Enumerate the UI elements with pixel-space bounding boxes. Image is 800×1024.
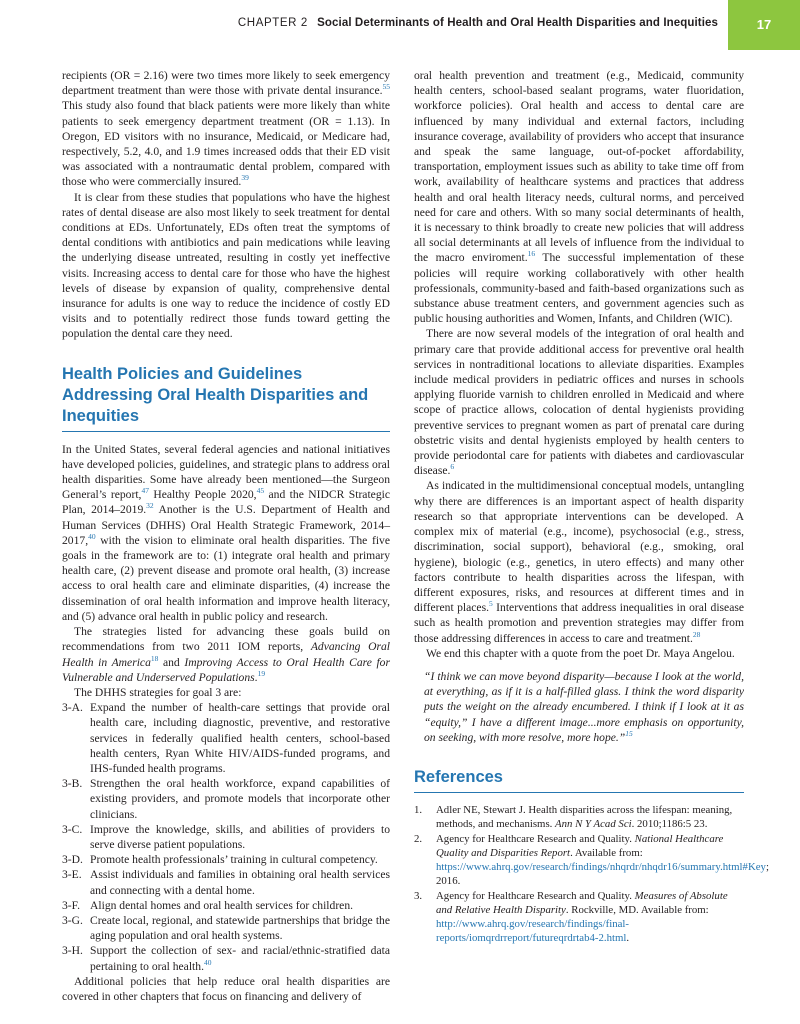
citation[interactable]: 47 xyxy=(141,486,149,496)
citation[interactable]: 15 xyxy=(625,728,633,738)
citation[interactable]: 40 xyxy=(203,957,212,967)
list-item: 3-A. Expand the number of health-care settings that provide oral health care, including diagnostic, preventive, and restorative services in federally qualified health centers, school-based health centers, Ryan White HIV/AIDS-funded programs, and IHS-funded health programs. xyxy=(62,701,390,775)
list-item: 3-F. Align dental homes and oral health services for children. xyxy=(62,898,354,912)
paragraph: recipients (OR = 2.16) were two times more likely to seek emergency department treatment than were those with private dental insurance.$^{55}$ This study also found that black patients were more likely than white patients to seek emergency department treatment (OR = 1.13). In Oregon, ED visitors with no insurance, Medicaid, or Medicare had, respectively, 5.2, 4.0, and 1.9 times increased odds that their ED visit was associated with a nontraumatic dental problem, compared with those who were commercially insured.$^{39}$ xyxy=(62,69,390,189)
chapter-label: CHAPTER 2 xyxy=(237,17,308,29)
header-text xyxy=(238,17,718,29)
paragraph: We end this chapter with a quote from the poet Dr. Maya Angelou. xyxy=(426,646,735,660)
paragraph: Additional policies that help reduce oral health disparities are covered in other chapters that focus on financing and delivery of xyxy=(62,974,390,1003)
list-item: 3-E. Assist individuals and families in obtaining oral health services and connecting with a dental home. xyxy=(62,868,390,897)
running-header xyxy=(0,0,800,50)
chapter-title: Social Determinants of Health and Oral Health Disparities and Inequities xyxy=(317,17,718,29)
left-column xyxy=(62,68,390,1004)
references-heading: References xyxy=(414,767,744,793)
citation[interactable]: 19 xyxy=(257,668,266,678)
citation[interactable]: 55 xyxy=(382,82,390,92)
paragraph: It is clear from these studies that populations who have the highest rates of dental disease are also most likely to seek treatment for dental conditions at EDs. Unfortunately, EDs often treat the symptoms of dental conditions with antibiotics and pain medications while leaving the underlying disease untreated, resulting in costly yet ineffective visits. Increasing access to dental care for those who have the highest levels of disease by expansion of quality, comprehensive dental insurance for adults is one way to reduce the incidence of costly ED visits and to potentially redirect those funds toward getting the population the dental care they need. xyxy=(62,190,390,341)
list-item: 3-H. Support the collection of sex- and racial/ethnic-stratified data pertaining to oral health.$^{40}$ xyxy=(62,944,390,973)
citation[interactable]: 6 xyxy=(450,462,455,472)
paragraph: There are now several models of the integration of oral health and primary care that provide additional access for preventive oral health services in nontraditional locations to alleviate disparities. Examples include medical providers in pediatric offices and nurses in schools applying fluoride varnish to children enrolled in Medicaid and where scope of practice allows, colocation of dental hygienists providing preventive services to pregnant women as part of prenatal care during obstetric visits and dental hygienists employed by health centers to provide periodontal care for patients with diabetes and cardiovascular disease.$^6$ xyxy=(414,327,744,478)
reference-link[interactable]: https://www.ahrq.gov/research/findings/nhqrdr/nhqdr16/summary.html#Key xyxy=(436,860,766,873)
citation[interactable]: 45 xyxy=(256,486,265,496)
list-item: 3-C. Improve the knowledge, skills, and abilities of providers to serve diverse patient populations. xyxy=(62,822,390,851)
citation[interactable]: 39 xyxy=(241,173,249,183)
section-heading: Health Policies and Guidelines Addressing Oral Health Disparities and Inequities xyxy=(62,364,390,432)
paragraph: In the United States, several federal agencies and national initiatives have developed policies, guidelines, and strategic plans to address oral health disparities. Some have already been mentioned—the Surgeon General’s report,$^{47}$ Healthy People 2020,45 and the NIDCR Strategic Plan, 2014–2019.32 Another is the U.S. Department of Health and Human Services (DHHS) Oral Health Strategic Framework, 2014–2017,40 with the vision to eliminate oral health disparities. The five goals in the framework are to: (1) integrate oral health and primary health care, (2) prevent disease and promote oral health, (3) increase access to oral health care and eliminate disparities, (4) increase the dissemination of oral health information and improve health literacy, and (5) advance oral health in public policy and research. xyxy=(62,442,390,623)
angelou-quote: “I think we can move beyond disparity—because I look at the world, at everything, as if it is a half-filled glass. I think the word disparity puts the weight on the already encumbered. I think if I look at it as “equity,” I have a different image...more emphasis on opportunity, on seeking, with more resolve, more hope.”$^{15}$ xyxy=(424,669,744,744)
paragraph: The DHHS strategies for goal 3 are: xyxy=(74,685,242,699)
paragraph: As indicated in the multidimensional conceptual models, untangling why there are differences is an important aspect of health disparity research so that appropriate interventions can be developed. A complex mix of material (e.g., income), psychosocial (e.g., stress, discrimination, social support), behavioral (e.g., smoking, oral hygiene), biologic (e.g., genetics, in utero effects) and many other factors contribute to health disparities across the lifespan, with different exposures, risks, and resources at different times and in different places.$^5$ Interventions that address inequalities in oral disease such as health promotion and prevention strategies may differ from those addressing differences in access to care and treatment.$^{28}$ xyxy=(414,479,744,645)
list-item: 3-G. Create local, regional, and statewide partnerships that bridge the aging population and oral health systems. xyxy=(62,913,390,943)
list-item: 3-D. Promote health professionals’ training in cultural competency. xyxy=(62,853,378,867)
strategy-list xyxy=(62,700,390,974)
page-number: 17 xyxy=(728,0,800,50)
reference-item: 3. Agency for Healthcare Research and Quality. Measures of Absolute and Relative Health Disparity. Rockville, MD. Available from: http://www.ahrq.gov/research/findings/final-reports/iomqrdrreport/futureqrdrtab4-2.html. xyxy=(414,889,728,944)
list-item: 3-B. Strengthen the oral health workforce, expand capabilities of existing providers, and promote models that incorporate other clinicians. xyxy=(62,777,390,821)
citation[interactable]: 16 xyxy=(527,249,536,259)
paragraph: The strategies listed for advancing these goals build on recommendations from two 2011 IOM reports, Advancing Oral Health in America$^{18}$ and Improving Access to Oral Health Care for Vulnerable and Underserved Populations.$^{19}$ xyxy=(62,625,390,684)
citation[interactable]: 5 xyxy=(489,599,493,609)
reference-link[interactable]: http://www.ahrq.gov/research/findings/final-reports/iomqrdrreport/futureqrdrtab4-2.html xyxy=(436,917,629,944)
reference-item: 1. Adler NE, Stewart J. Health disparities across the lifespan: meaning, methods, and mechanisms. Ann N Y Acad Sci. 2010;1186:5 23. xyxy=(414,803,733,830)
citation[interactable]: 28 xyxy=(692,629,701,639)
citation[interactable]: 40 xyxy=(88,532,96,542)
reference-list xyxy=(414,803,769,945)
reference-item: 2. Agency for Healthcare Research and Quality. National Healthcare Quality and Disparities Report. Available from: https://www.ahrq.gov/research/findings/nhqrdr/nhqdr16/summary.html#Key; 2016. xyxy=(414,832,769,887)
citation[interactable]: 18 xyxy=(150,653,159,663)
citation[interactable]: 32 xyxy=(146,501,154,511)
paragraph: oral health prevention and treatment (e.g., Medicaid, community health centers, school-based sealant programs, water fluoridation, workforce policies). Oral health and access to dental care are influenced by many individual and external factors, including insurance coverage, availability of providers who accept that insurance and speak the same language, out-of-pocket affordability, transportation, employment issues such as ability to take time off from work, availability of healthcare systems and practices that address health and oral health literacy needs, cultural norms, and perceived need for care and others. With so many social determinants of health, it is necessary to think broadly to create new policies that will address all social determinants at all levels of influence from the individual to the macro enviroment.$^{16}$ The successful implementation of these policies will require working collaboratively with other health professionals, community-based and faith-based organizations such as substance abuse treatment centers, and government agencies such as public housing authorities and Women, Infants, and Children (WIC). xyxy=(414,69,744,326)
right-column xyxy=(414,68,769,946)
